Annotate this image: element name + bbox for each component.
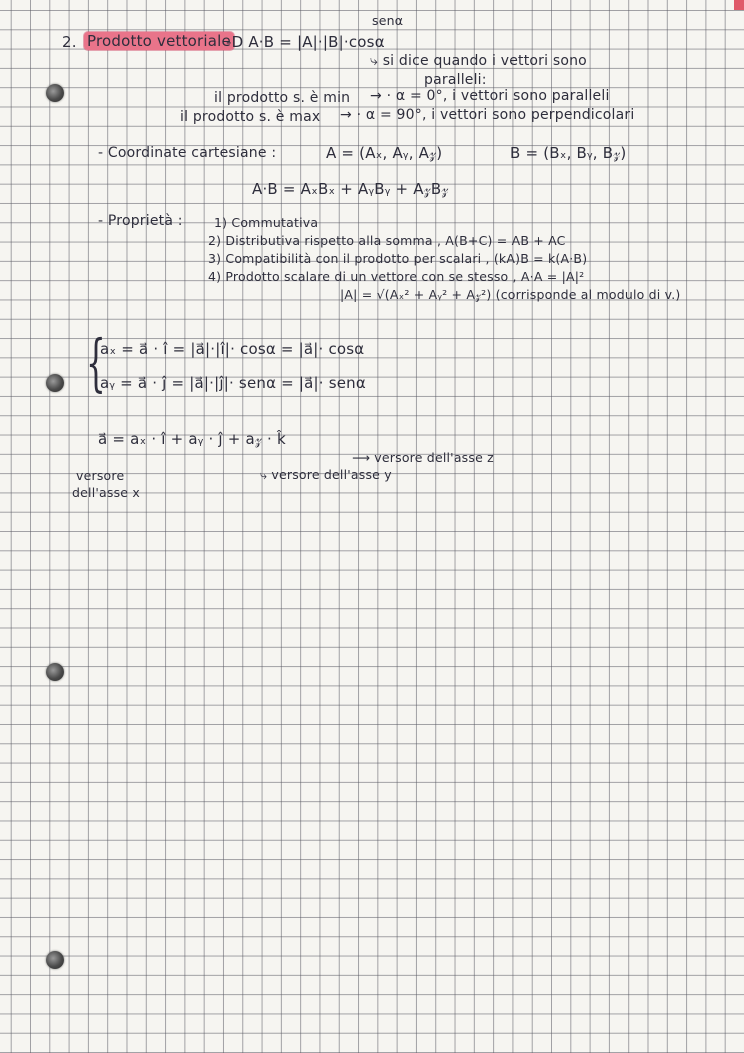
min-result: → · α = 0°, i vettori sono paralleli bbox=[370, 88, 610, 104]
note-line-2: paralleli: bbox=[424, 72, 487, 88]
property-4: 4) Prodotto scalare di un vettore con se stesso , A·A = |A|² bbox=[208, 269, 585, 284]
property-3: 3) Compatibilità con il prodotto per scalari , (kA)B = k(A·B) bbox=[208, 251, 588, 266]
property-1: 1) Commutativa bbox=[214, 215, 319, 230]
vector-b-def: B = (Bₓ, Bᵧ, B𝓏) bbox=[510, 144, 627, 162]
note-line-1: ⤷ si dice quando i vettori sono bbox=[370, 53, 587, 69]
max-result: → · α = 90°, i vettori sono perpendicolari bbox=[340, 107, 635, 123]
max-label: il prodotto s. è max bbox=[180, 109, 321, 125]
binder-hole-4 bbox=[46, 951, 64, 969]
vector-decomposition: a⃗ = aₓ · î + aᵧ · ĵ + a𝓏 · k̂ bbox=[98, 430, 286, 448]
properties-label: - Proprietà : bbox=[98, 213, 183, 229]
property-2: 2) Distributiva rispetto alla somma , A(B+C) = AB + AC bbox=[208, 233, 566, 248]
versore-y-note: ⤷ versore dell'asse y bbox=[260, 467, 392, 482]
component-ax: aₓ = a⃗ · î = |a⃗|·|î|· cosα = |a⃗|· cosα bbox=[100, 340, 365, 358]
versore-x-line-2: dell'asse x bbox=[72, 485, 140, 500]
corner-mark bbox=[734, 0, 744, 10]
section-formula: -D A·B = |A|·|B|·cosα bbox=[226, 33, 385, 51]
vector-a-def: A = (Aₓ, Aᵧ, A𝓏) bbox=[326, 144, 443, 162]
modulus-formula: |A| = √(Aₓ² + Aᵧ² + A𝓏²) (corrisponde al modulo di v.) bbox=[340, 287, 681, 302]
system-brace: { bbox=[86, 326, 106, 399]
section-number: 2. bbox=[62, 33, 77, 51]
cartesian-label: - Coordinate cartesiane : bbox=[98, 145, 277, 161]
section-title: Prodotto vettoriale bbox=[84, 32, 234, 50]
faint-bleed-through bbox=[702, 560, 722, 860]
component-ay: aᵧ = a⃗ · ĵ = |a⃗|·|ĵ|· senα = |a⃗|· senα bbox=[100, 374, 366, 392]
versore-z-note: ⟶ versore dell'asse z bbox=[352, 450, 494, 465]
sen-note: senα bbox=[372, 13, 404, 28]
dot-product-formula: A·B = AₓBₓ + AᵧBᵧ + A𝓏B𝓏 bbox=[252, 180, 449, 198]
binder-hole-1 bbox=[46, 84, 64, 102]
binder-hole-2 bbox=[46, 374, 64, 392]
versore-x-line-1: versore bbox=[76, 468, 125, 483]
binder-hole-3 bbox=[46, 663, 64, 681]
min-label: il prodotto s. è min bbox=[214, 90, 351, 106]
